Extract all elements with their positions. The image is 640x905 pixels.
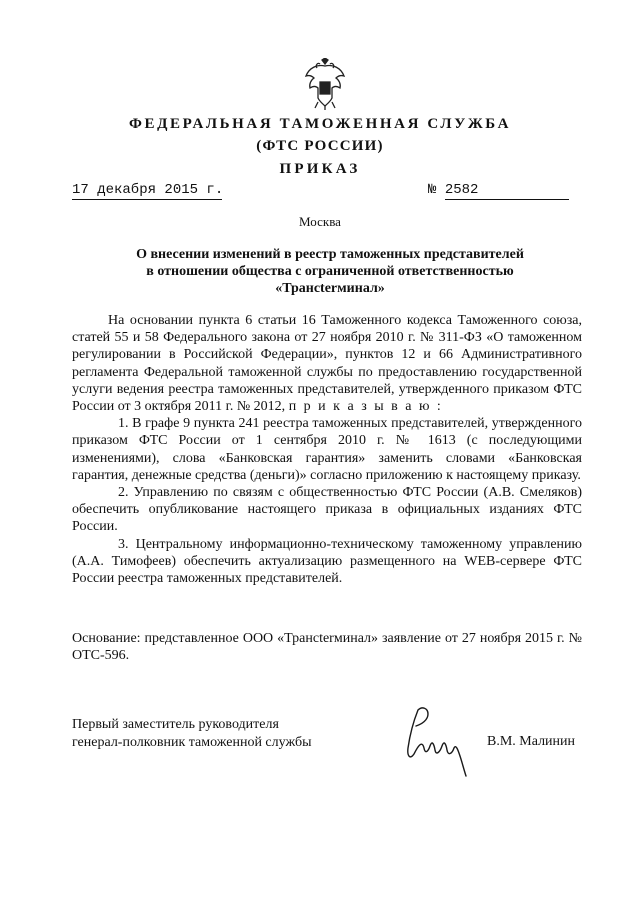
title-line-1: О внесении изменений в реестр таможенных представителей: [136, 247, 524, 262]
handwritten-signature: [388, 700, 488, 780]
item-1: 1. В графе 9 пункта 241 реестра таможенных представителей, утвержденного приказом ФТС России от 1 сентября 2010 г. № 1613 (с последующими изменениями), слова «Банковская гарантия» заменить словами «Банковская гарантия, денежные средства (деньги)» согласно приложению к настоящему приказу.: [72, 416, 582, 483]
document-number: [428, 182, 583, 200]
agency-abbreviation: (ФТС РОССИИ): [256, 138, 384, 154]
coat-of-arms-emblem-icon: [303, 58, 347, 110]
preamble-text: На основании пункта 6 статьи 16 Таможенного кодекса Таможенного союза, статей 55 и 58 Федерального закона от 27 ноября 2010 г. № 311-ФЗ «О таможенном регулировании в Российской Федерации», пунктов 12 и 66 Административного регламента Федеральной таможенной службы по предоставлению государственной услуги ведения реестра таможенных представителей, утвержденного приказом ФТС России от 3 октября 2011 г. № 2012,: [72, 313, 582, 415]
item-2: 2. Управлению по связям с общественностью ФТС России (А.В. Смеляков) обеспечить опубликование настоящего приказа в официальных изданиях ФТС России.: [72, 485, 582, 535]
signatory-name: В.М. Малинин: [487, 734, 576, 749]
document-type: ПРИКАЗ: [279, 161, 361, 177]
item-3: 3. Центральному информационно-техническому таможенному управлению (А.А. Тимофеев) обеспечить актуализацию размещенного на WEB-сервере ФТС России реестра таможенных представителей.: [72, 536, 582, 587]
document-body: [72, 312, 582, 587]
document-date: 17 декабря 2015 г.: [72, 182, 224, 198]
title-line-2: в отношении общества с ограниченной ответственностью: [146, 264, 514, 279]
signatory-role: [72, 716, 311, 752]
preamble-paragraph: [72, 312, 582, 415]
city: Москва: [299, 214, 341, 229]
agency-name: ФЕДЕРАЛЬНАЯ ТАМОЖЕННАЯ СЛУЖБА: [128, 116, 512, 132]
role-line-2: генерал-полковник таможенной службы: [72, 735, 312, 750]
role-line-1: Первый заместитель руководителя: [72, 717, 279, 732]
number-label: №: [428, 182, 437, 198]
order-word: п р и к а з ы в а ю :: [288, 399, 443, 415]
number-value: 2582: [445, 182, 569, 200]
basis-paragraph: Основание: представленное ООО «Трансterминал» заявление от 27 ноября 2015 г. № ОТС-596.: [72, 631, 582, 664]
title-line-3: «Трансterминал»: [275, 281, 385, 296]
document-title: [60, 246, 600, 297]
